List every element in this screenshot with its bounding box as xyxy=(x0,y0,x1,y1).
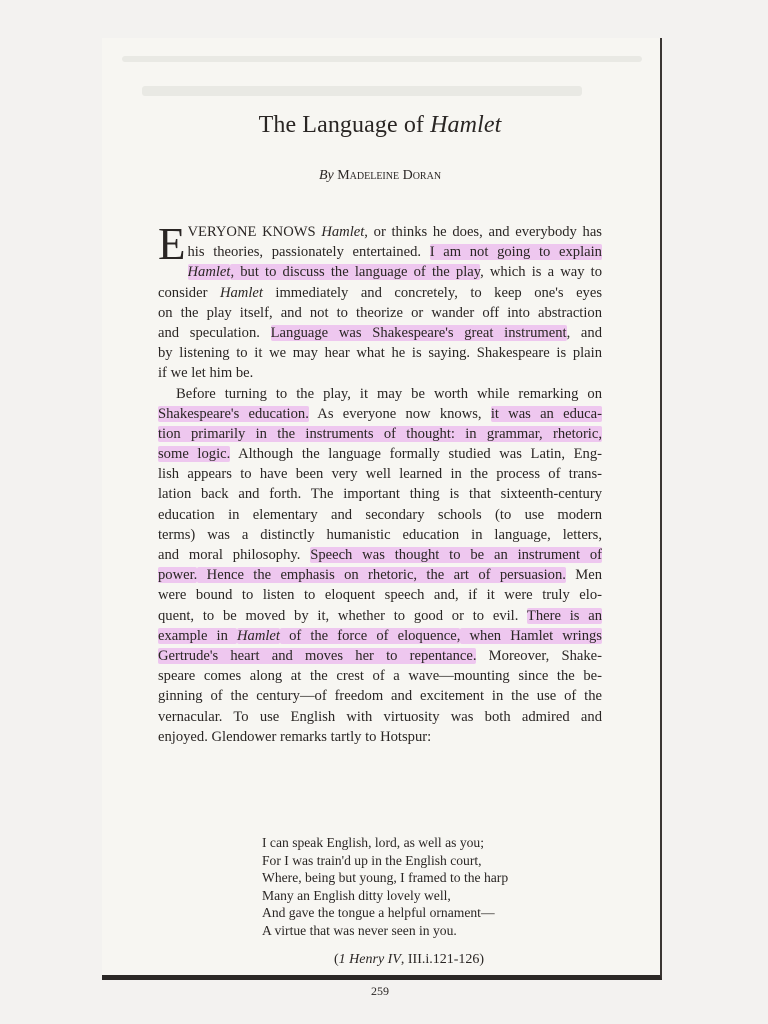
text-line xyxy=(158,323,602,343)
drop-cap: E xyxy=(158,219,186,269)
text-line xyxy=(158,545,602,565)
text-segment: Men xyxy=(565,567,602,584)
highlighted-text[interactable]: Speech was thought to be an instrument of xyxy=(310,547,602,563)
highlighted-text[interactable]: , but to discuss the language of the play xyxy=(230,264,481,281)
text-segment: Although the language formally studied was Latin, Eng- xyxy=(230,446,602,463)
highlighted-text[interactable]: tion primarily in the instruments of thought: in grammar, rhetoric, xyxy=(158,425,602,442)
title-italic-text: Hamlet xyxy=(430,112,502,138)
text-line xyxy=(158,646,602,666)
highlighted-text[interactable]: Hamlet xyxy=(237,627,280,644)
highlighted-text[interactable]: of the force of eloquence, xyxy=(279,627,461,644)
text-segment: lation back and forth. The important thing is that sixteenth-century xyxy=(158,486,602,503)
highlighted-text[interactable]: some logic. xyxy=(158,446,231,463)
text-line xyxy=(158,565,602,585)
text-segment: lish appears to have been very well learned in the process of trans- xyxy=(158,466,602,483)
highlighted-text[interactable]: Shakespeare's education. xyxy=(158,405,309,422)
text-line xyxy=(158,505,602,525)
highlighted-text[interactable]: Language was Shakespeare's great instrument xyxy=(270,324,567,341)
highlighted-text[interactable]: I am not going to explain xyxy=(429,244,602,261)
bleed-through-text xyxy=(122,56,642,62)
text-segment: on the play itself, and not to theorize or wander off into abstraction xyxy=(158,304,602,321)
paragraph xyxy=(158,219,602,384)
text-segment: Hamlet xyxy=(219,284,263,301)
text-segment: and moral philosophy. xyxy=(158,547,311,563)
citation-open: ( xyxy=(334,952,339,967)
text-line xyxy=(158,444,602,464)
text-segment: , which is a way to xyxy=(480,264,602,281)
text-segment: terms) was a distinctly humanistic education in language, letters, xyxy=(158,526,602,543)
verse-line: And gave the tongue a helpful ornament— xyxy=(262,905,495,921)
text-segment: Moreover, Shake- xyxy=(476,647,602,664)
text-segment: if we let him be. xyxy=(158,365,254,382)
text-line xyxy=(158,343,602,363)
text-line xyxy=(158,384,602,404)
text-segment: Before turning to the play, it may be worth while remarking on xyxy=(176,385,602,402)
text-line xyxy=(158,686,602,706)
text-line xyxy=(188,222,603,242)
text-line xyxy=(188,242,603,262)
text-segment: and speculation. xyxy=(158,324,271,341)
verse-line: A virtue that was never seen in you. xyxy=(262,922,457,938)
text-line xyxy=(158,484,602,504)
page-number: 259 xyxy=(371,984,389,998)
citation-work: 1 Henry IV xyxy=(338,952,401,967)
verse-line: Many an English ditty lovely well, xyxy=(262,887,451,903)
text-segment: immediately and concretely, to keep one's eyes xyxy=(262,284,602,301)
highlighted-text[interactable]: power. xyxy=(158,567,198,584)
verse-citation xyxy=(334,952,484,968)
highlighted-text[interactable]: Hence the emphasis on rhetoric, the art of persuasion. xyxy=(197,567,566,584)
text-line xyxy=(158,404,602,424)
text-segment: Hamlet xyxy=(321,224,365,240)
article-title xyxy=(102,112,658,139)
text-segment: quent, to be moved by it, whether to good or to evil. xyxy=(158,607,527,624)
text-line xyxy=(158,727,602,747)
text-line xyxy=(158,626,602,646)
text-segment: , or thinks he does, and everybody has xyxy=(364,224,602,240)
verse-line: Where, being but young, I framed to the harp xyxy=(262,870,509,886)
text-line xyxy=(158,585,602,605)
text-line xyxy=(158,363,602,383)
highlighted-text[interactable]: example in xyxy=(158,627,237,644)
text-segment: vernacular. To use English with virtuosity was both admired and xyxy=(158,708,602,725)
citation-ref: , III.i.121-126) xyxy=(400,952,485,967)
paragraph xyxy=(158,384,602,747)
text-segment: were bound to listen to eloquent speech and, if it were truly elo- xyxy=(158,587,602,604)
byline-by: By xyxy=(318,168,334,183)
text-segment: his theories, passionately entertained. xyxy=(187,244,430,261)
text-line xyxy=(158,303,602,323)
highlighted-text[interactable]: Gertrude's heart and moves her to repentance. xyxy=(158,647,477,664)
book-page xyxy=(102,38,662,998)
verse-quotation xyxy=(262,834,508,940)
byline xyxy=(102,168,658,184)
verse-line: For I was train'd up in the English court, xyxy=(262,852,482,868)
text-segment: consider xyxy=(158,284,220,301)
text-line xyxy=(188,262,603,282)
highlighted-text[interactable]: when Hamlet wrings xyxy=(460,627,602,644)
text-line xyxy=(158,666,602,686)
text-line xyxy=(158,525,602,545)
text-segment: speare comes along at the crest of a wave—mounting since the be- xyxy=(158,668,602,685)
text-segment: VERYONE KNOWS xyxy=(187,224,322,240)
article-body xyxy=(158,219,602,747)
text-segment: ginning of the century—of freedom and excitement in the use of the xyxy=(158,688,602,705)
text-line xyxy=(158,464,602,484)
text-segment: by listening to it we may hear what he is saying. Shakespeare is plain xyxy=(158,345,602,362)
text-segment: enjoyed. Glendower remarks tartly to Hotspur: xyxy=(158,728,432,745)
text-line xyxy=(158,707,602,727)
text-segment: , and xyxy=(566,324,602,341)
text-line xyxy=(158,606,602,626)
text-line xyxy=(158,424,602,444)
verse-line: I can speak English, lord, as well as you; xyxy=(262,835,484,850)
highlighted-text[interactable]: There is an xyxy=(526,607,602,624)
text-segment: As everyone now knows, xyxy=(308,405,491,422)
title-text: The Language of xyxy=(258,112,425,138)
highlighted-text[interactable]: Hamlet xyxy=(187,264,231,281)
text-line xyxy=(158,283,602,303)
text-segment: education in elementary and secondary schools (to use modern xyxy=(158,506,602,523)
highlighted-text[interactable]: it was an educa- xyxy=(490,405,602,422)
bleed-through-text xyxy=(142,86,582,96)
author-name: Madeleine Doran xyxy=(337,168,442,183)
